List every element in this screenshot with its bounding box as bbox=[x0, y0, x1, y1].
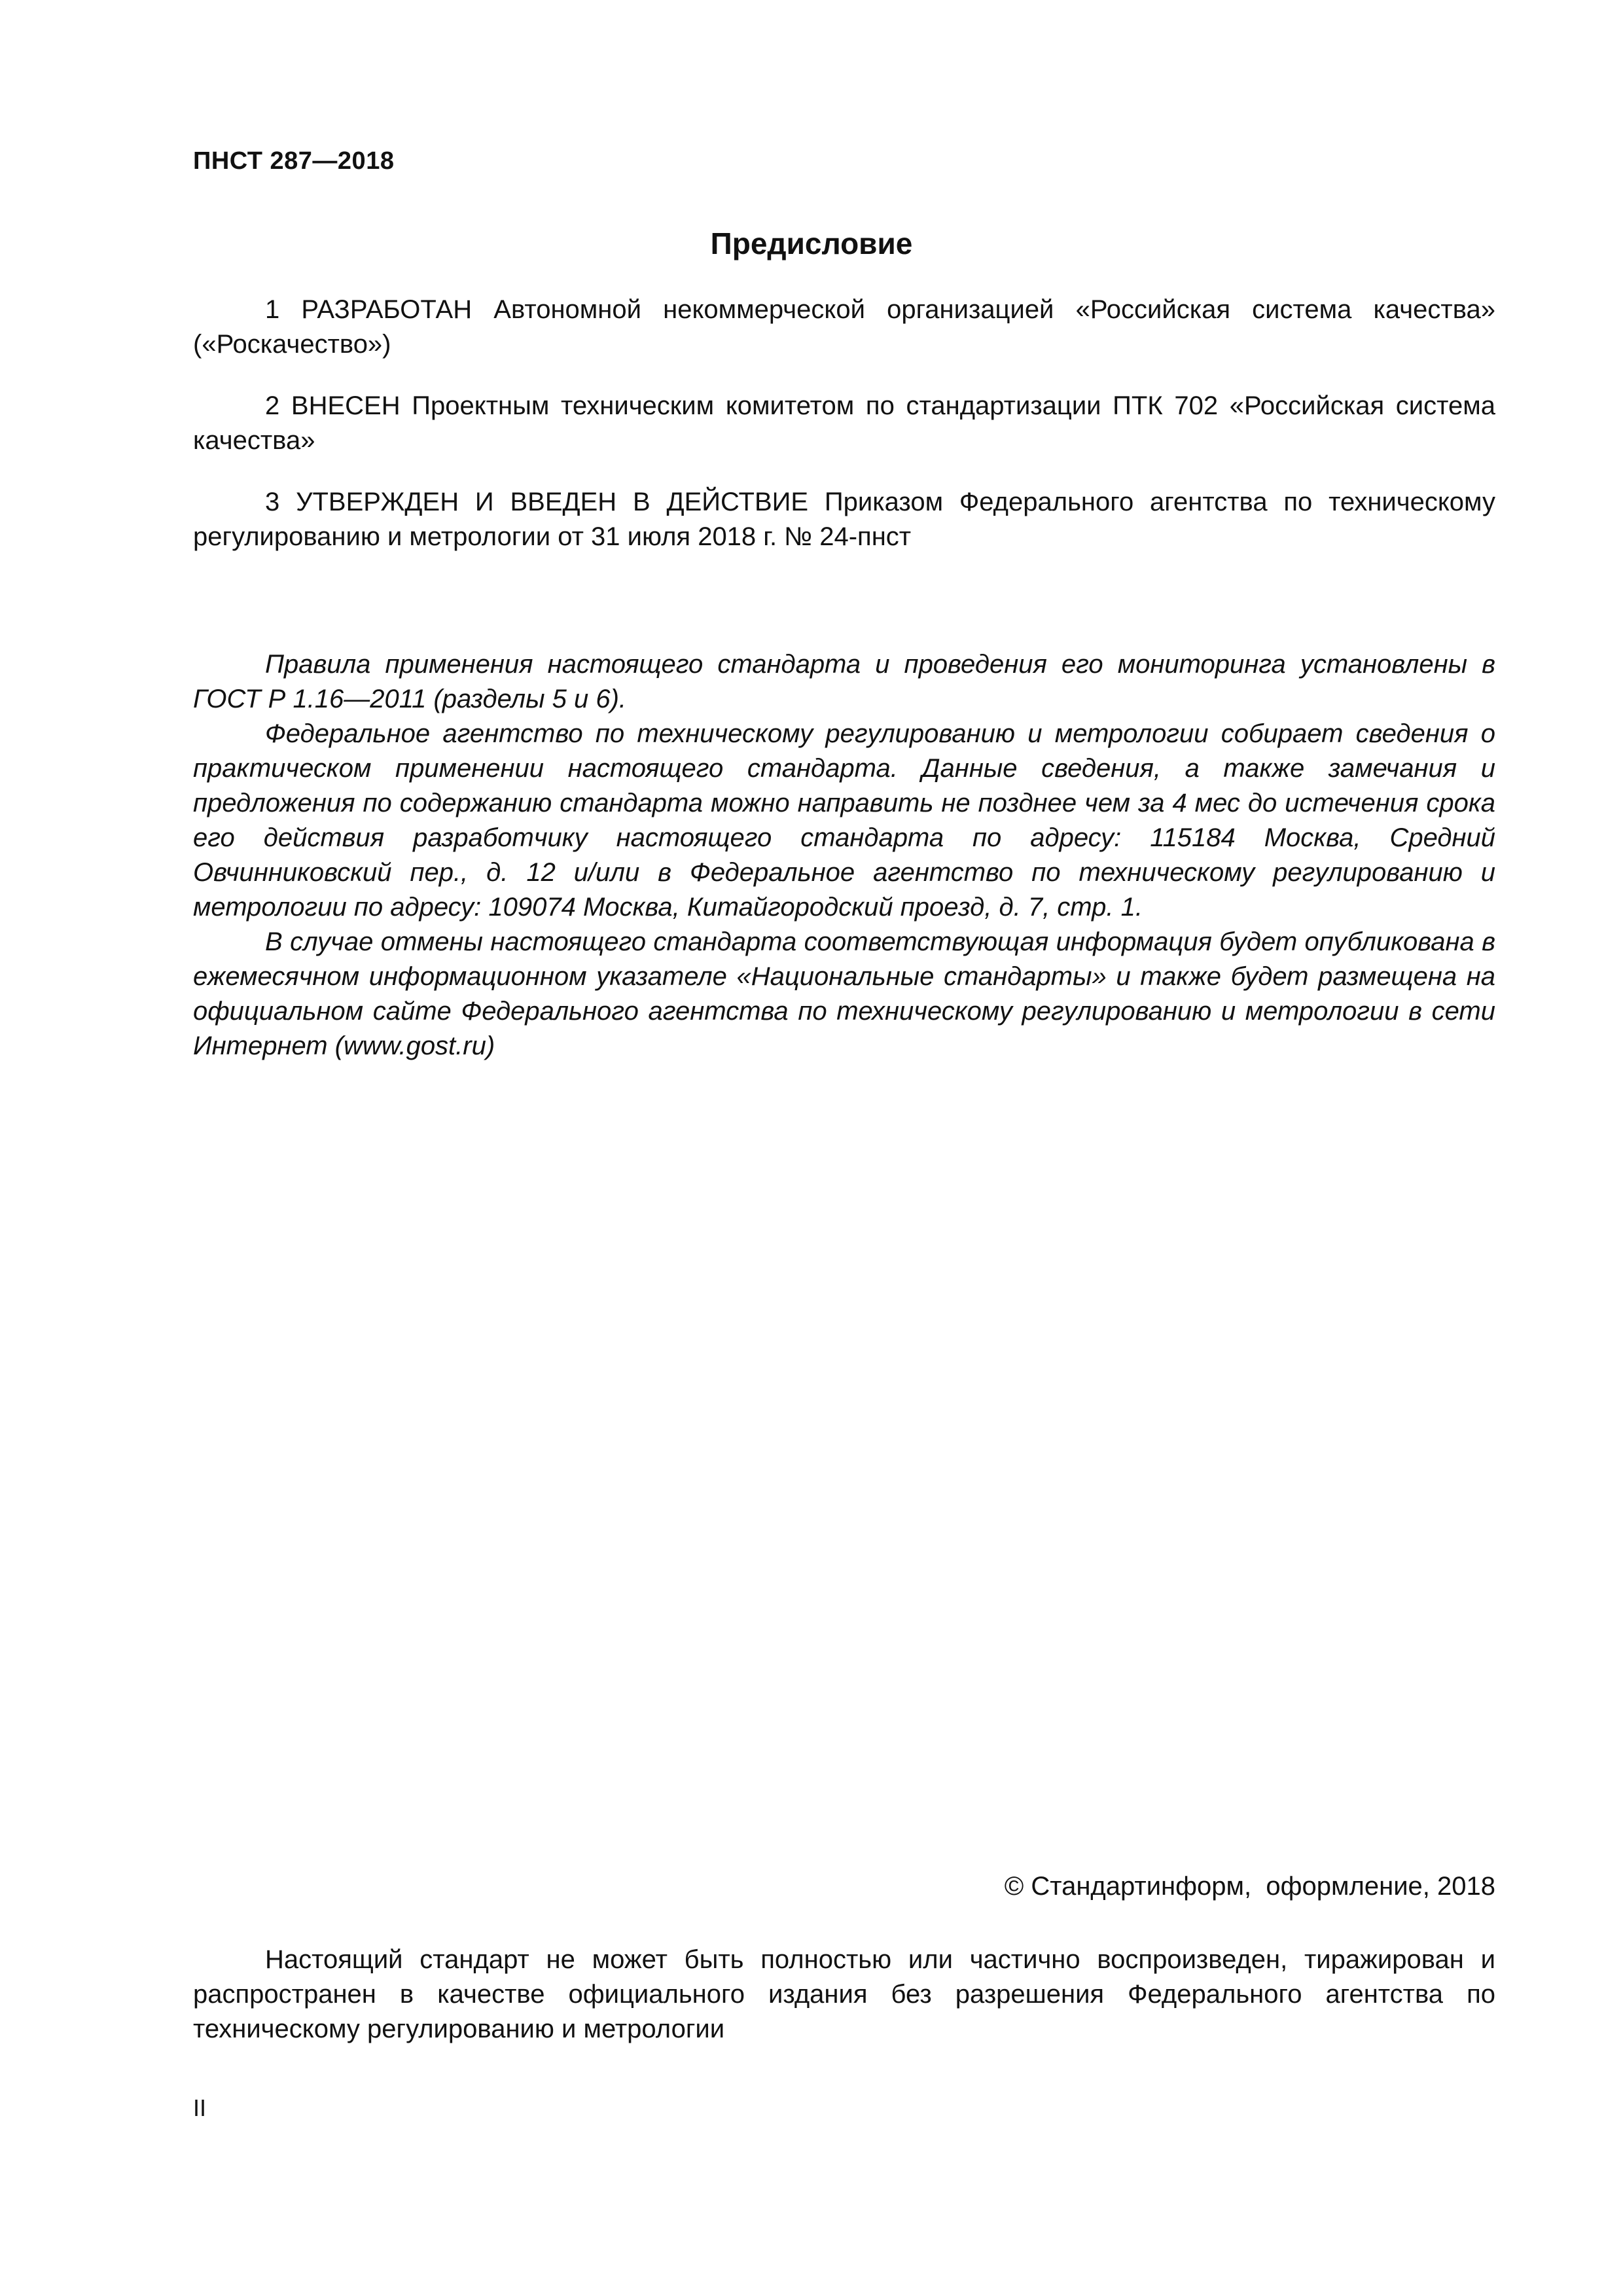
document-code: ПНСТ 287—2018 bbox=[193, 147, 395, 175]
foreword-item-1 bbox=[193, 293, 1495, 362]
copyright-line: © Стандартинформ, оформление, 2018 bbox=[1004, 1872, 1495, 1901]
page-title: Предисловие bbox=[710, 226, 913, 260]
reproduction-notice bbox=[193, 1943, 1495, 2047]
foreword-item-text: 1 РАЗРАБОТАН Автономной некоммерческой организацией «Российская система качества» («Роскачество») bbox=[193, 295, 1495, 359]
rules-paragraph: Правила применения настоящего стандарта и проведения его мониторинга установлены в ГОСТ Р 1.16—2011 (разделы 5 и 6). bbox=[193, 650, 1495, 713]
page-number: II bbox=[193, 2094, 207, 2121]
notice-text: Настоящий стандарт не может быть полностью или частично воспроизведен, тиражирован и распространен в качестве официального издания без разрешения Федерального агентства по техническому регулированию и метрологии bbox=[193, 1945, 1495, 2043]
foreword-item-text: 2 ВНЕСЕН Проектным техническим комитетом по стандартизации ПТК 702 «Российская система качества» bbox=[193, 391, 1495, 455]
application-rules bbox=[193, 647, 1495, 1064]
rules-paragraph: Федеральное агентство по техническому регулированию и метрологии собирает сведения о практическом применении настоящего стандарта. Данные сведения, а также замечания и предложения по содержанию стандарта можно направить не позднее чем за 4 мес до истечения срока его действия разработчику настоящего стандарта по адресу: 115184 Москва, Средний Овчинниковский пер., д. 12 и/или в Федеральное агентство по техническому регулированию и метрологии по адресу: 109074 Москва, Китайгородский проезд, д. 7, стр. 1. bbox=[193, 719, 1495, 922]
rules-paragraph: В случае отмены настоящего стандарта соответствующая информация будет опубликована в ежемесячном информационном указателе «Национальные стандарты» и также будет размещена на официальном сайте Федерального агентства по техническому регулированию и метрологии в сети Интернет (www.gost.ru) bbox=[193, 927, 1495, 1060]
foreword-item-2 bbox=[193, 389, 1495, 458]
foreword-item-3 bbox=[193, 485, 1495, 554]
foreword-item-text: 3 УТВЕРЖДЕН И ВВЕДЕН В ДЕЙСТВИЕ Приказом Федерального агентства по техническому регулированию и метрологии от 31 июля 2018 г. № 24-пнст bbox=[193, 488, 1495, 551]
